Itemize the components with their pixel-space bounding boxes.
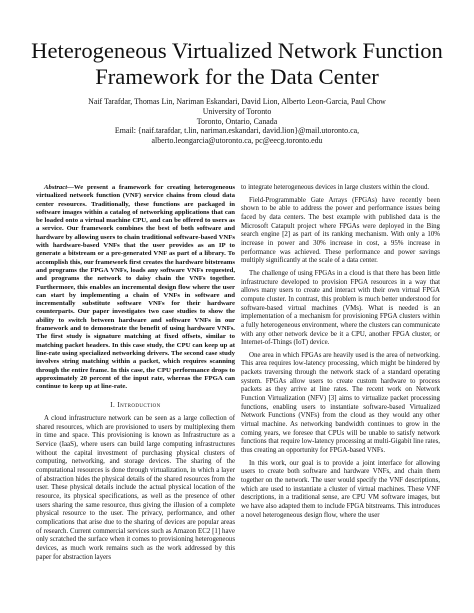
right-paragraph-3: One area in which FPGAs are heavily used is the area of networking. This area requires low-latency processing, which might be hindered by packets traversing through the network stack of a standard operating system. FPGAs allow users to create custom hardware to process packets as they arrive at line rates. The recent work on Network Function Virtualization (NFV) [3] aims to virtualize packet processing functions, enabling users to instantiate software-based Virtualized Network Functions (VNFs) from the cloud as they would any other virtual machine. As networking bandwidth continues to grow in the coming years, we foresee that CPUs will be unable to satisfy network functions that require low-latency processing at multi-Gigabit line rates, thus creating an opportunity for FPGA-based VNFs. xyxy=(241,351,440,455)
email-line-1: Email: {naif.tarafdar, t.lin, nariman.eskandari, david.lion}@mail.utoronto.ca, xyxy=(114,126,360,136)
affiliation: University of Toronto xyxy=(202,106,272,116)
abstract-text: —We present a framework for creating heterogeneous virtualized network function (VNF) service chains from cloud data center resources. Traditionally, these functions are packaged in software images within a catalog of networking applications that can be loaded onto a virtual machine CPU, and can be offered to users as a service. Our framework combines the best of both software and hardware by allowing users to chain traditional software-based VNFs with hardware-based VNFs that the user provides as an IP to generate a bitstream or a pre-generated VNF as part of a library. To accomplish this, our framework first creates the hardware bitstreams and programs the FPGA VNFs, loads any software VNFs requested, and programs the network to daisy chain the VNFs together. Furthermore, this enables an incremental design flow where the user can start by implementing a chain of VNFs in software and incrementally substitute software VNFs for their hardware counterparts. Our paper investigates two case studies to show the ability to switch between hardware and software VNFs in our framework and to demonstrate the benefit of using hardware VNFs. The first study is signature matching at fixed offsets, similar to matching packet headers. In this case study, the CPU can keep up at line-rate using specialized networking drivers. The second case study involves string matching within a packet, which requires scanning through the entire frame. In this case, the CPU performance drops to approximately 20 percent of the input rate, whereas the FPGA can continue to keep up at line-rate. xyxy=(36,184,235,391)
right-paragraph-4: In this work, our goal is to provide a joint interface for allowing users to create both software and hardware VNFs, and chain them together on the network. The user would specify the VNF descriptions, which are used to instantiate a cluster of virtual machines. These VNF descriptions, in a traditional sense, are CPU VM software images, but we have also adapted them to include FPGA bitstreams. This introduces a novel heterogeneous design flow, where the user xyxy=(241,459,440,519)
right-paragraph-1: Field-Programmable Gate Arrays (FPGAs) have recently been shown to be able to address the power and performance issues being faced by data centers. The best example with published data is the Microsoft Catapult project where FPGAs were deployed in the Bing search engine [2] as part of its ranking mechanism. With only a 10% increase in power and 30% increase in cost, a 95% increase in performance was achieved. These performance and power savings multiply significantly at the scale of a data center. xyxy=(241,196,440,265)
abstract xyxy=(36,184,235,391)
right-column xyxy=(241,184,440,520)
intro-paragraph-1: A cloud infrastructure network can be seen as a large collection of shared resources, which are provisioned to users by multiplexing them in time and space. This provisioning is known as Infrastructure as a Service (IaaS), where users can build large computing infrastructures without the capital investment of purchasing physical clusters of computing, networking, and storage devices. The sharing of the computational resources is done through virtualization, in which a layer of abstraction hides the physical details of the shared resources from the user. These physical details include the actual physical location of the resource, its physical specifications, as well as the presence of other users sharing the same resource, thus giving the illusion of a complete physical resource to the user. The privacy, performance, and other complications that arise due to the sharing of devices are popular areas of research. Current commercial services such as Amazon EC2 [1] have only scratched the surface when it comes to provisioning heterogeneous devices, as much work remains such as the work addressed by this paper for abstraction layers xyxy=(36,415,235,561)
title-line-2: Framework for the Data Center xyxy=(95,64,379,89)
title-line-1: Heterogeneous Virtualized Network Function xyxy=(31,38,443,63)
email-line-2: alberto.leongarcia@utoronto.ca, pc@eecg.toronto.edu xyxy=(151,136,323,146)
left-column xyxy=(36,184,235,562)
section-heading-introduction: I. Introduction xyxy=(110,401,161,410)
abstract-label: Abstract xyxy=(44,184,68,191)
right-paragraph-0: to integrate heterogeneous devices in large clusters within the cloud. xyxy=(241,184,430,191)
location: Toronto, Ontario, Canada xyxy=(196,116,278,126)
paper-title xyxy=(20,38,454,90)
author-names: Naif Tarafdar, Thomas Lin, Nariman Eskandari, David Lion, Alberto Leon-Garcia, Paul Chow xyxy=(88,97,386,106)
right-paragraph-2: The challenge of using FPGAs in a cloud is that there has been little infrastructure developed to provision FPGA resources in a way that allows many users to create and interact with their own virtual FPGA compute cluster. In contrast, this problem is much better understood for software-based virtual machines (VMs). What is needed is an implementation of a mechanism for provisioning FPGA clusters within a fully heterogeneous environment, where the clusters can communicate with any other network device be it a CPU, another FPGA cluster, or Internet-of-Things (IoT) device. xyxy=(241,269,440,347)
author-block xyxy=(30,97,444,146)
